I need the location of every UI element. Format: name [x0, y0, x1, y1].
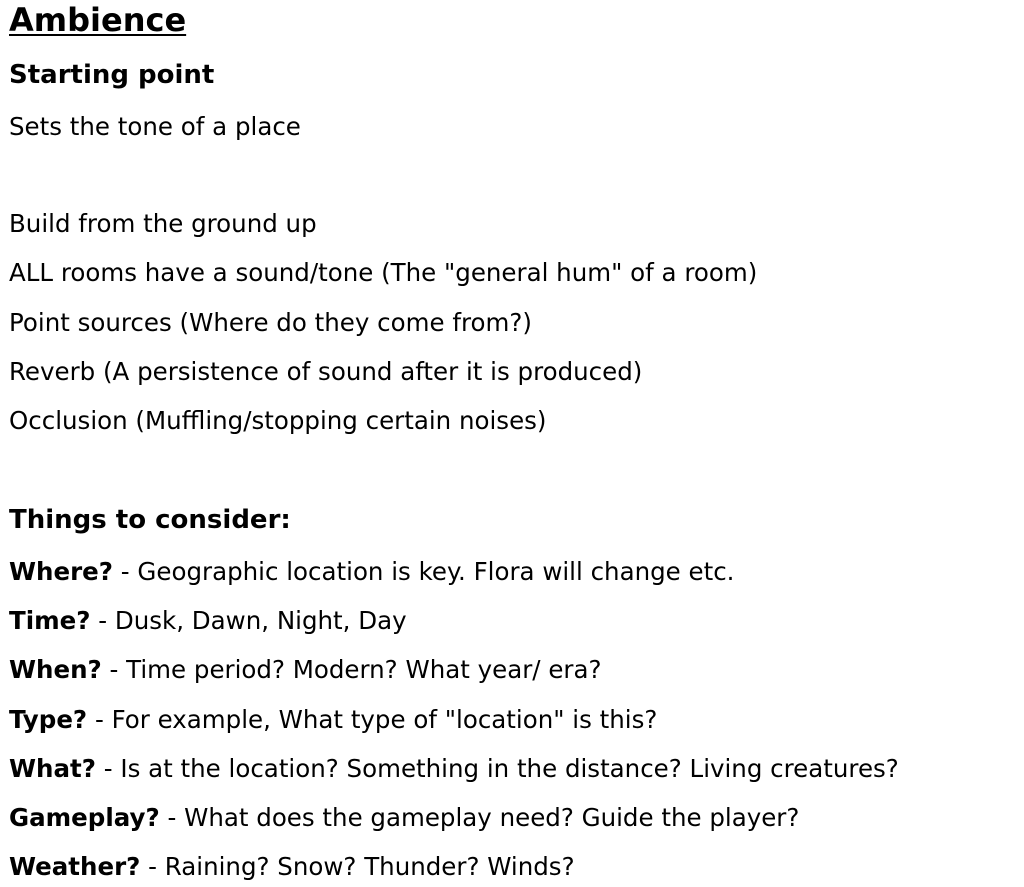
consider-item-time — [9, 605, 407, 637]
consider-desc: - What does the gameplay need? Guide the player? — [159, 803, 800, 832]
consider-term: Type? — [9, 705, 88, 734]
list-item: Point sources (Where do they come from?) — [9, 308, 532, 337]
section-heading-things-to-consider: Things to consider: — [9, 505, 291, 535]
consider-term: What? — [9, 754, 96, 783]
section-heading-starting-point: Starting point — [9, 60, 215, 90]
consider-desc: - Dusk, Dawn, Night, Day — [90, 606, 407, 635]
consider-item-what — [9, 753, 899, 785]
consider-desc: - Raining? Snow? Thunder? Winds? — [140, 852, 575, 881]
consider-item-weather — [9, 851, 575, 883]
consider-item-where — [9, 556, 734, 588]
consider-term: Weather? — [9, 852, 141, 881]
consider-item-gameplay — [9, 802, 799, 834]
list-item: Occlusion (Muffling/stopping certain noises) — [9, 406, 547, 435]
intro-line: Sets the tone of a place — [9, 112, 301, 141]
consider-desc: - Geographic location is key. Flora will change etc. — [113, 557, 735, 586]
consider-term: When? — [9, 655, 102, 684]
list-item: Reverb (A persistence of sound after it is produced) — [9, 357, 643, 386]
consider-item-when — [9, 654, 602, 686]
consider-desc: - For example, What type of "location" is this? — [87, 705, 658, 734]
consider-term: Time? — [9, 606, 91, 635]
list-item: ALL rooms have a sound/tone (The "general hum" of a room) — [9, 258, 758, 287]
consider-term: Gameplay? — [9, 803, 160, 832]
page-title: Ambience — [9, 1, 187, 39]
consider-desc: - Is at the location? Something in the distance? Living creatures? — [95, 754, 899, 783]
consider-item-type — [9, 704, 657, 736]
consider-desc: - Time period? Modern? What year/ era? — [101, 655, 602, 684]
consider-term: Where? — [9, 557, 113, 586]
list-item: Build from the ground up — [9, 209, 317, 238]
